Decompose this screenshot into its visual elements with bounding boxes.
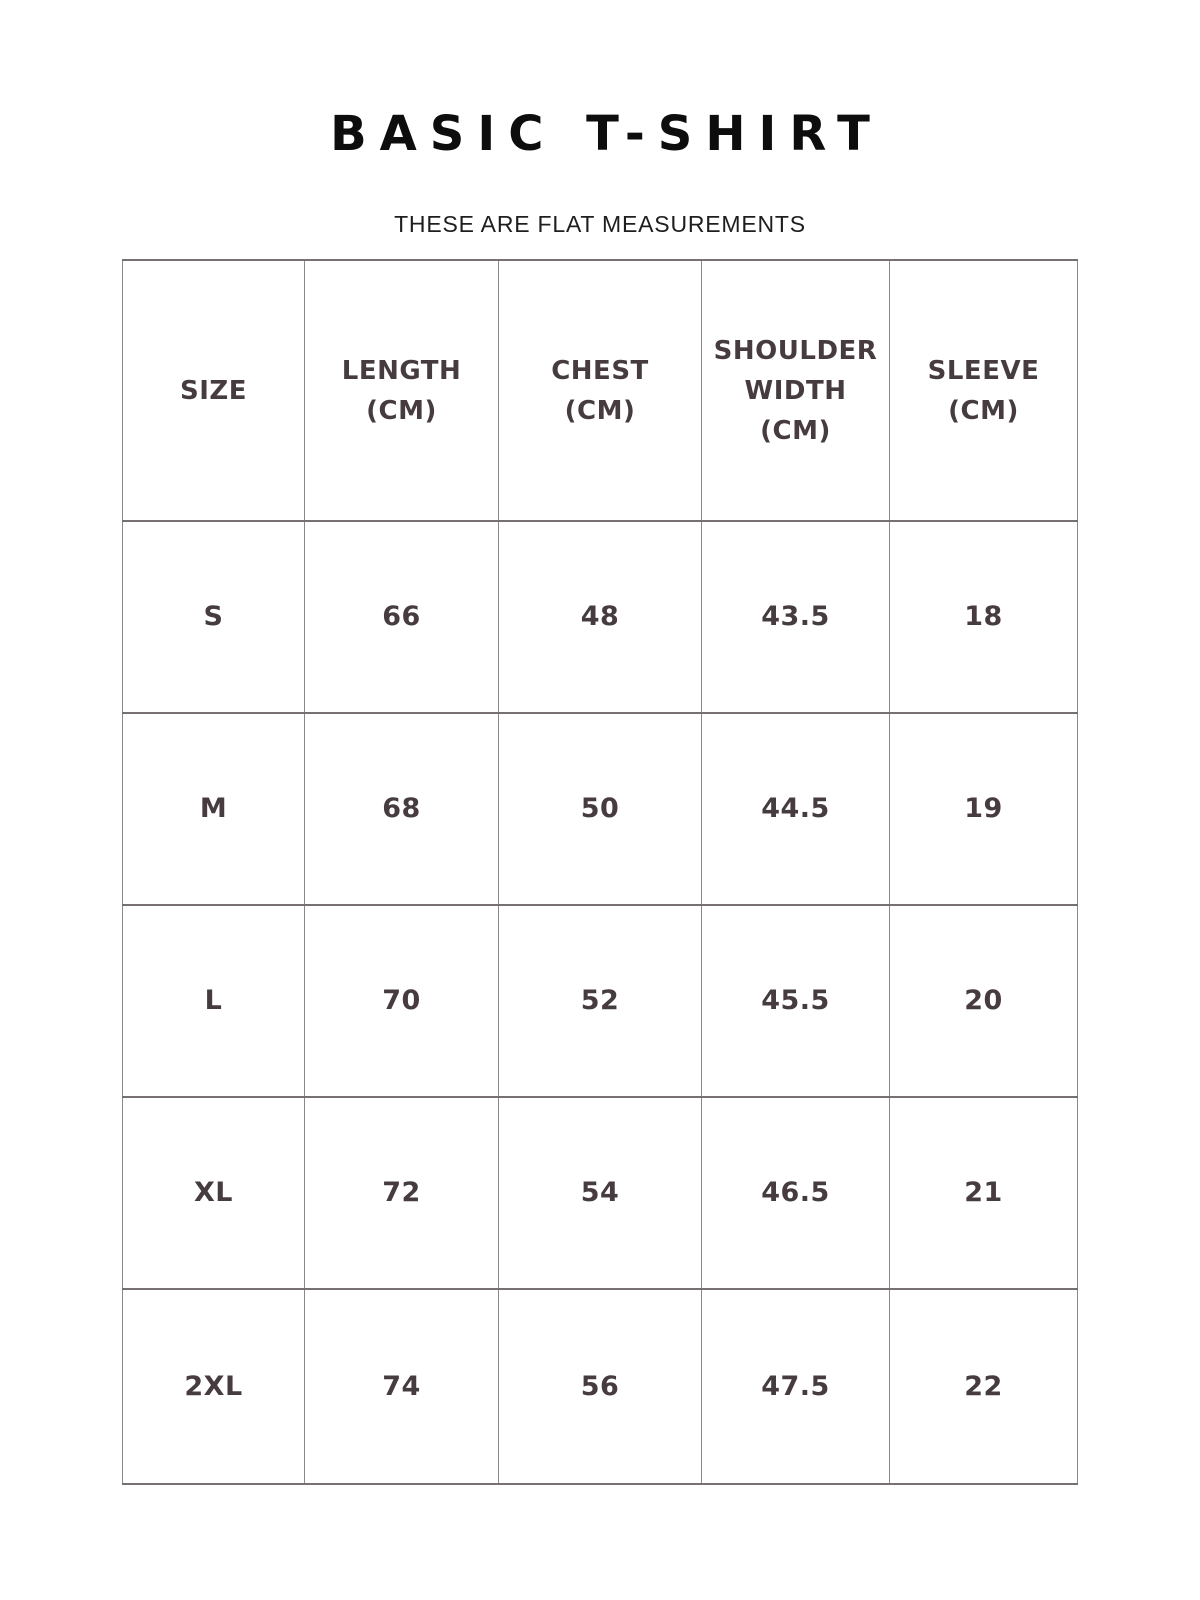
cell-chest-value: 52 [499, 905, 702, 1097]
column-label: LENGTH [341, 355, 462, 386]
table-row-l [123, 905, 1078, 1097]
column-unit: (CM) [948, 395, 1019, 426]
page-subtitle: THESE ARE FLAT MEASUREMENTS [394, 211, 806, 237]
cell-chest-value: 50 [499, 713, 702, 905]
column-unit: (CM) [366, 395, 437, 426]
cell-chest-value: 48 [499, 521, 702, 713]
cell-size-label: XL [123, 1097, 305, 1289]
cell-length-value: 72 [305, 1097, 499, 1289]
cell-length-value: 74 [305, 1289, 499, 1484]
cell-length-value: 66 [305, 521, 499, 713]
header-cell-size [123, 260, 305, 521]
cell-shoulder-width-value: 43.5 [702, 521, 890, 713]
table-row-2xl [123, 1289, 1078, 1484]
page-title: BASIC T-SHIRT [330, 106, 883, 162]
cell-length-value: 70 [305, 905, 499, 1097]
cell-size-label: 2XL [123, 1289, 305, 1484]
header-cell-sleeve [890, 260, 1078, 521]
cell-sleeve-value: 19 [890, 713, 1078, 905]
table-header-row [123, 260, 1078, 521]
cell-shoulder-width-value: 46.5 [702, 1097, 890, 1289]
column-label: CHEST [551, 355, 649, 386]
column-label: SIZE [179, 375, 247, 406]
column-label: SLEEVE [927, 355, 1040, 386]
cell-size-label: M [123, 713, 305, 905]
cell-sleeve-value: 22 [890, 1289, 1078, 1484]
column-label: SHOULDER WIDTH [713, 335, 878, 406]
table-row-s [123, 521, 1078, 713]
cell-size-label: L [123, 905, 305, 1097]
size-chart-table [122, 259, 1078, 1485]
cell-shoulder-width-value: 45.5 [702, 905, 890, 1097]
cell-shoulder-width-value: 47.5 [702, 1289, 890, 1484]
cell-chest-value: 54 [499, 1097, 702, 1289]
header-cell-chest [499, 260, 702, 521]
column-unit: (CM) [760, 415, 831, 446]
header-cell-shoulder-width [702, 260, 890, 521]
table-row-m [123, 713, 1078, 905]
cell-sleeve-value: 20 [890, 905, 1078, 1097]
cell-chest-value: 56 [499, 1289, 702, 1484]
table-row-xl [123, 1097, 1078, 1289]
header-cell-length [305, 260, 499, 521]
cell-sleeve-value: 21 [890, 1097, 1078, 1289]
column-unit: (CM) [564, 395, 636, 426]
cell-length-value: 68 [305, 713, 499, 905]
cell-size-label: S [123, 521, 305, 713]
cell-shoulder-width-value: 44.5 [702, 713, 890, 905]
cell-sleeve-value: 18 [890, 521, 1078, 713]
